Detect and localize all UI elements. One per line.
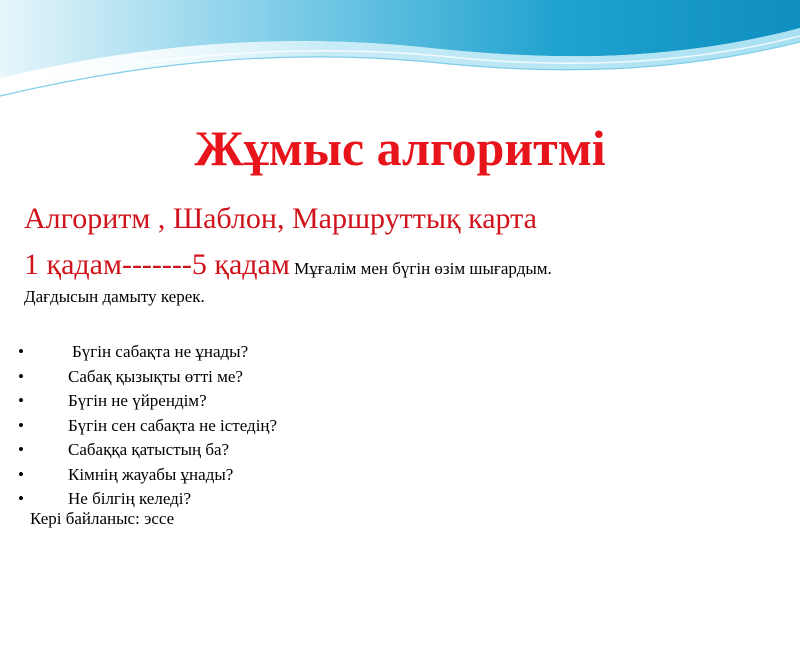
bullet-icon: • [18, 489, 24, 508]
subtitle-steps [24, 246, 552, 288]
question-text: Не білгің келеді? [68, 489, 192, 508]
bullet-icon: • [18, 440, 24, 459]
feedback-line: Кері байланыс: эссе [30, 509, 175, 528]
list-item [18, 389, 277, 414]
bullet-icon: • [18, 391, 24, 410]
bullet-icon: • [18, 415, 24, 435]
teacher-note: Мұғалім мен бүгін өзім шығардым. [289, 259, 552, 278]
list-item [18, 438, 277, 463]
header-wave-decoration [0, 0, 800, 110]
list-item [18, 463, 277, 488]
list-item [18, 414, 277, 439]
steps-text: 1 қадам-------5 қадам [24, 248, 290, 281]
question-text: Сабақ қызықты өтті ме? [68, 366, 243, 386]
question-text: Бүгін сен сабақта не істедің? [68, 415, 278, 435]
question-text: Кімнің жауабы ұнады? [68, 464, 234, 484]
subtitle-algorithm: Алгоритм , Шаблон, Маршруттық карта [24, 202, 537, 235]
slide-title: Жұмыс алгоритмі [194, 120, 606, 176]
bullet-icon: • [18, 366, 24, 386]
question-text: Сабаққа қатыстың ба? [68, 440, 230, 459]
question-text: Бүгін сабақта не ұнады? [72, 342, 249, 361]
question-list [18, 340, 277, 512]
bullet-icon: • [18, 464, 24, 484]
question-text: Бүгін не үйрендім? [68, 391, 207, 410]
bullet-icon: • [18, 342, 24, 361]
skill-note: Дағдысын дамыту керек. [24, 287, 205, 306]
list-item [18, 340, 277, 365]
list-item [18, 365, 277, 390]
